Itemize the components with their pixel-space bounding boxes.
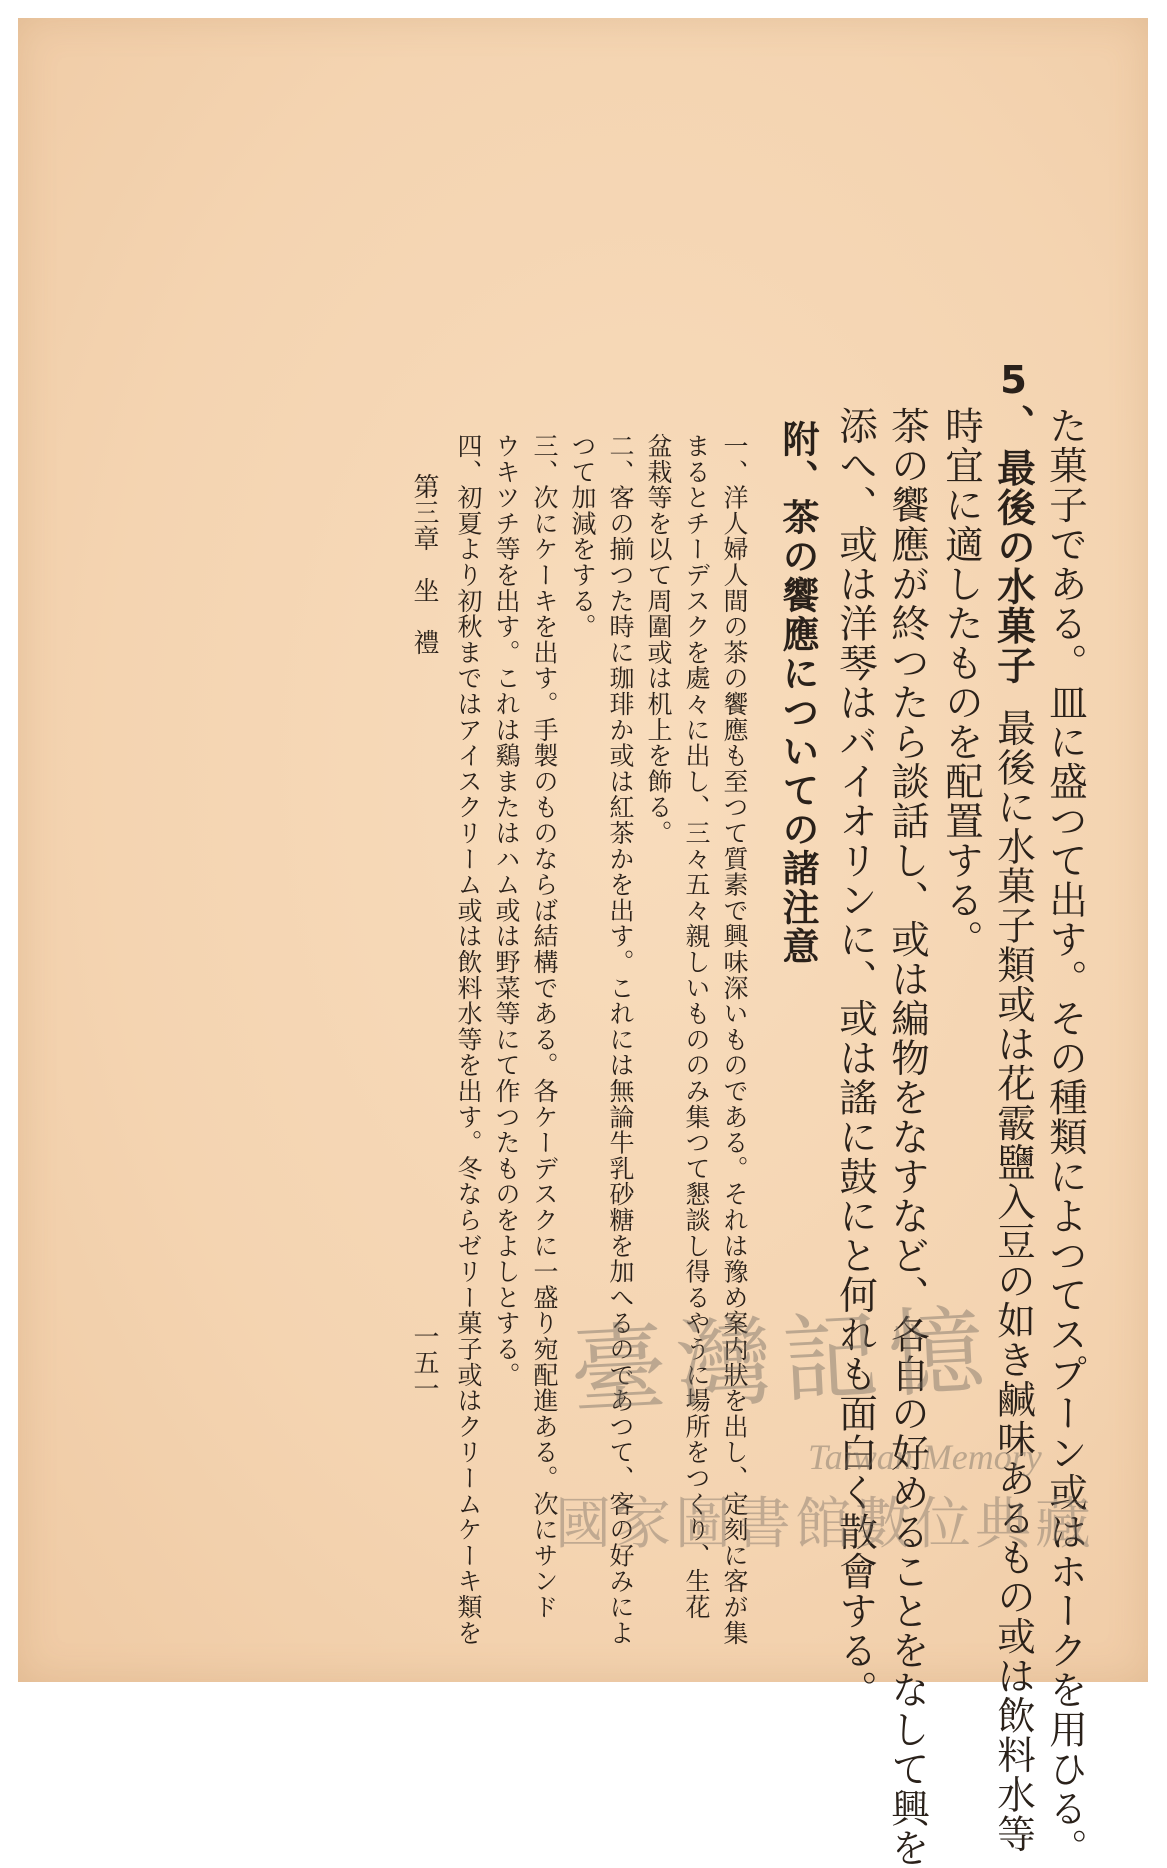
note-line-3: 盆栽等を以て周圍或は机上を飾る。 <box>644 433 673 846</box>
note-line-7: ウキツチ等を出す。これは鷄またはハム或は野菜等にて作つたものをよしとする。 <box>492 433 521 1388</box>
note-line-5: つて加減をする。 <box>568 433 597 640</box>
text-line-1: た菓子である。皿に盛つて出す。その種類によつてスプーン或はホークを用ひる。 <box>1043 406 1088 1868</box>
text-line-2: 時宜に適したものを配置する。 <box>939 406 984 959</box>
watermark-taiwan-memory-english: Taiwan Memory <box>808 1437 1042 1477</box>
item-5-text: 最後に水菓子類或は花霰鹽入豆の如き鹹味あるもの或は飲料水等 <box>991 708 1036 1854</box>
note-line-2: まるとチーデスクを處々に出し、三々五々親しいもののみ集つて懇談し得るやうに場所をつくり、生花 <box>682 433 711 1620</box>
appendix-heading: 附、茶の饗應についての諸注意 <box>776 420 819 966</box>
watermark-taiwan-memory-chinese: 臺灣記憶 <box>567 1293 998 1429</box>
watermark-national-library: 國家圖書館數位典藏 <box>555 1492 1095 1557</box>
item-5-title: 最後の水菓子 <box>991 448 1036 685</box>
page-number: 一五一 <box>409 1323 439 1401</box>
note-line-4: 二、客の揃つた時に珈琲か或は紅茶かを出す。これには無論牛乳砂糖を加へるのであつて、客の好みによ <box>606 433 635 1646</box>
item-5-number: 5、 <box>991 358 1036 444</box>
note-line-6: 三、次にケーキを出す。手製のものならば結構である。各ケーデスクに一盛り宛配進ある。次にサンド <box>530 433 559 1620</box>
chapter-footer: 第三章 坐 禮 <box>409 473 439 655</box>
text-line-4: 添へ、或は洋琴はバイオリンに、或は謠に鼓にと何れも面白く散會する。 <box>833 406 878 1710</box>
text-line-3: 茶の饗應が終つたら談話し、或は編物をなすなど、各自の好めることをなして興を <box>885 406 930 1868</box>
note-line-1: 一、洋人婦人間の茶の饗應も至つて質素で興味深いものである。それは豫め案内狀を出し、定刻に客が集 <box>720 433 749 1646</box>
note-line-8: 四、初夏より初秋まではアイスクリーム或は飲料水等を出す。冬ならゼリー菓子或はクリームケーキ類を <box>454 433 483 1646</box>
